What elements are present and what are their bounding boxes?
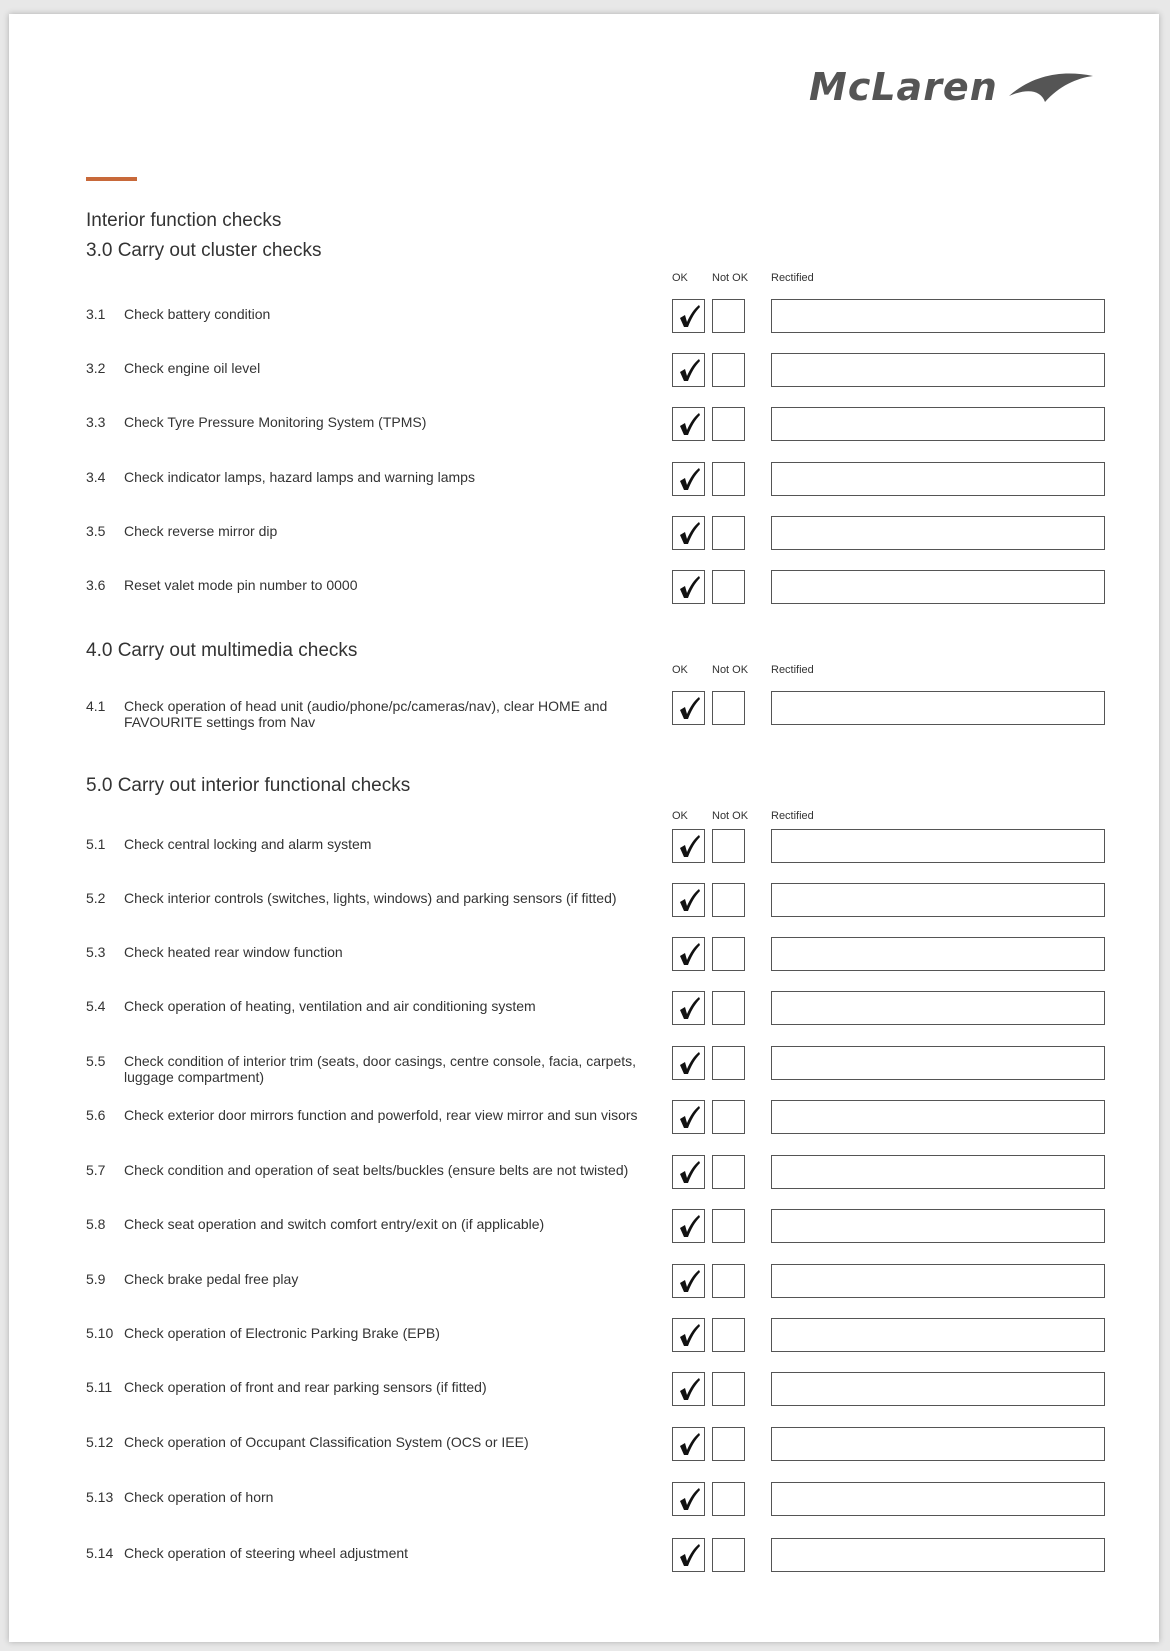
not-ok-checkbox[interactable] bbox=[712, 1155, 745, 1189]
checkmark-icon bbox=[678, 887, 700, 913]
item-label: Check central locking and alarm system bbox=[124, 836, 372, 852]
checkmark-icon bbox=[678, 995, 700, 1021]
item-label: Check seat operation and switch comfort entry/exit on (if applicable) bbox=[124, 1216, 545, 1232]
column-header-rectified: Rectified bbox=[771, 272, 814, 284]
item-number: 4.1 bbox=[86, 698, 106, 714]
item-number: 5.8 bbox=[86, 1216, 106, 1232]
item-label: Check operation of heating, ventilation and air conditioning system bbox=[124, 998, 536, 1014]
checkmark-icon bbox=[678, 1159, 700, 1185]
checkmark-icon bbox=[678, 1213, 700, 1239]
item-label: Check indicator lamps, hazard lamps and warning lamps bbox=[124, 469, 475, 485]
item-label: Check operation of Occupant Classification System (OCS or IEE) bbox=[124, 1434, 529, 1450]
not-ok-checkbox[interactable] bbox=[712, 516, 745, 550]
not-ok-checkbox[interactable] bbox=[712, 829, 745, 863]
not-ok-checkbox[interactable] bbox=[712, 570, 745, 604]
speedmark-icon bbox=[809, 60, 1099, 120]
rectified-field[interactable] bbox=[771, 1155, 1105, 1189]
rectified-field[interactable] bbox=[771, 991, 1105, 1025]
page-title: Interior function checks bbox=[86, 210, 282, 231]
ok-checkbox[interactable] bbox=[672, 829, 705, 863]
checkmark-icon bbox=[678, 357, 700, 383]
ok-checkbox[interactable] bbox=[672, 1155, 705, 1189]
not-ok-checkbox[interactable] bbox=[712, 1372, 745, 1406]
item-number: 5.6 bbox=[86, 1107, 106, 1123]
item-number: 5.14 bbox=[86, 1545, 114, 1561]
item-number: 5.3 bbox=[86, 944, 106, 960]
item-number: 3.2 bbox=[86, 360, 106, 376]
item-number: 5.11 bbox=[86, 1379, 113, 1395]
section-title: 4.0 Carry out multimedia checks bbox=[86, 640, 358, 661]
item-number: 3.4 bbox=[86, 469, 106, 485]
item-label: Check condition of interior trim (seats, door casings, centre console, facia, carpets, luggage compartment) bbox=[124, 1053, 637, 1085]
item-label: Check Tyre Pressure Monitoring System (TPMS) bbox=[124, 414, 427, 430]
checkmark-icon bbox=[678, 833, 700, 859]
not-ok-checkbox[interactable] bbox=[712, 353, 745, 387]
checkmark-icon bbox=[678, 1431, 700, 1457]
item-number: 3.3 bbox=[86, 414, 106, 430]
checkmark-icon bbox=[678, 303, 700, 329]
rectified-field[interactable] bbox=[771, 516, 1105, 550]
ok-checkbox[interactable] bbox=[672, 1318, 705, 1352]
column-header-ok: OK bbox=[672, 810, 688, 822]
rectified-field[interactable] bbox=[771, 1482, 1105, 1516]
checkmark-icon bbox=[678, 1050, 700, 1076]
rectified-field[interactable] bbox=[771, 407, 1105, 441]
item-number: 5.12 bbox=[86, 1434, 114, 1450]
not-ok-checkbox[interactable] bbox=[712, 883, 745, 917]
ok-checkbox[interactable] bbox=[672, 691, 705, 725]
item-number: 5.5 bbox=[86, 1053, 106, 1069]
checkmark-icon bbox=[678, 1268, 700, 1294]
item-label: Check operation of Electronic Parking Brake (EPB) bbox=[124, 1325, 440, 1341]
rectified-field[interactable] bbox=[771, 691, 1105, 725]
checkmark-icon bbox=[678, 411, 700, 437]
ok-checkbox[interactable] bbox=[672, 299, 705, 333]
rectified-field[interactable] bbox=[771, 570, 1105, 604]
ok-checkbox[interactable] bbox=[672, 462, 705, 496]
ok-checkbox[interactable] bbox=[672, 1264, 705, 1298]
not-ok-checkbox[interactable] bbox=[712, 1209, 745, 1243]
checkmark-icon bbox=[678, 466, 700, 492]
ok-checkbox[interactable] bbox=[672, 1482, 705, 1516]
ok-checkbox[interactable] bbox=[672, 1209, 705, 1243]
item-label: Check interior controls (switches, lights, windows) and parking sensors (if fitted) bbox=[124, 890, 617, 906]
not-ok-checkbox[interactable] bbox=[712, 991, 745, 1025]
not-ok-checkbox[interactable] bbox=[712, 691, 745, 725]
not-ok-checkbox[interactable] bbox=[712, 1427, 745, 1461]
ok-checkbox[interactable] bbox=[672, 1538, 705, 1572]
rectified-field[interactable] bbox=[771, 462, 1105, 496]
ok-checkbox[interactable] bbox=[672, 516, 705, 550]
item-label: Check engine oil level bbox=[124, 360, 261, 376]
checkmark-icon bbox=[678, 1376, 700, 1402]
item-label: Check condition and operation of seat belts/buckles (ensure belts are not twisted) bbox=[124, 1162, 629, 1178]
accent-bar bbox=[86, 177, 137, 181]
ok-checkbox[interactable] bbox=[672, 937, 705, 971]
not-ok-checkbox[interactable] bbox=[712, 1482, 745, 1516]
not-ok-checkbox[interactable] bbox=[712, 299, 745, 333]
item-label: Check heated rear window function bbox=[124, 944, 343, 960]
item-number: 5.7 bbox=[86, 1162, 106, 1178]
rectified-field[interactable] bbox=[771, 1538, 1105, 1572]
rectified-field[interactable] bbox=[771, 1046, 1105, 1080]
rectified-field[interactable] bbox=[771, 883, 1105, 917]
rectified-field[interactable] bbox=[771, 299, 1105, 333]
ok-checkbox[interactable] bbox=[672, 991, 705, 1025]
column-header-not-ok: Not OK bbox=[712, 272, 749, 284]
rectified-field[interactable] bbox=[771, 1427, 1105, 1461]
item-label: Reset valet mode pin number to 0000 bbox=[124, 577, 358, 593]
rectified-field[interactable] bbox=[771, 353, 1105, 387]
rectified-field[interactable] bbox=[771, 1318, 1105, 1352]
item-number: 5.13 bbox=[86, 1489, 114, 1505]
item-number: 5.2 bbox=[86, 890, 106, 906]
column-header-rectified: Rectified bbox=[771, 664, 814, 676]
not-ok-checkbox[interactable] bbox=[712, 1318, 745, 1352]
item-number: 5.1 bbox=[86, 836, 106, 852]
checkmark-icon bbox=[678, 520, 700, 546]
item-label: Check operation of front and rear parking sensors (if fitted) bbox=[124, 1379, 487, 1395]
column-header-not-ok: Not OK bbox=[712, 664, 749, 676]
column-header-rectified: Rectified bbox=[771, 810, 814, 822]
checkmark-icon bbox=[678, 574, 700, 600]
not-ok-checkbox[interactable] bbox=[712, 1100, 745, 1134]
ok-checkbox[interactable] bbox=[672, 1100, 705, 1134]
section-title: 3.0 Carry out cluster checks bbox=[86, 240, 322, 261]
column-header-ok: OK bbox=[672, 664, 688, 676]
item-label: Check battery condition bbox=[124, 306, 271, 322]
column-header-ok: OK bbox=[672, 272, 688, 284]
ok-checkbox[interactable] bbox=[672, 1372, 705, 1406]
not-ok-checkbox[interactable] bbox=[712, 1538, 745, 1572]
item-label: Check exterior door mirrors function and powerfold, rear view mirror and sun visors bbox=[124, 1107, 638, 1123]
rectified-field[interactable] bbox=[771, 1372, 1105, 1406]
item-number: 3.5 bbox=[86, 523, 106, 539]
item-number: 3.1 bbox=[86, 306, 106, 322]
checkmark-icon bbox=[678, 1486, 700, 1512]
not-ok-checkbox[interactable] bbox=[712, 937, 745, 971]
item-label: Check operation of horn bbox=[124, 1489, 274, 1505]
logo-wordmark: McLaren bbox=[809, 65, 998, 109]
checkmark-icon bbox=[678, 941, 700, 967]
column-header-not-ok: Not OK bbox=[712, 810, 749, 822]
item-label: Check reverse mirror dip bbox=[124, 523, 278, 539]
rectified-field[interactable] bbox=[771, 937, 1105, 971]
item-number: 5.9 bbox=[86, 1271, 106, 1287]
item-number: 5.4 bbox=[86, 998, 106, 1014]
checkmark-icon bbox=[678, 1104, 700, 1130]
checkmark-icon bbox=[678, 695, 700, 721]
item-number: 5.10 bbox=[86, 1325, 114, 1341]
not-ok-checkbox[interactable] bbox=[712, 1264, 745, 1298]
not-ok-checkbox[interactable] bbox=[712, 462, 745, 496]
item-label: Check operation of steering wheel adjustment bbox=[124, 1545, 409, 1561]
not-ok-checkbox[interactable] bbox=[712, 407, 745, 441]
not-ok-checkbox[interactable] bbox=[712, 1046, 745, 1080]
section-title: 5.0 Carry out interior functional checks bbox=[86, 775, 411, 796]
rectified-field[interactable] bbox=[771, 1100, 1105, 1134]
ok-checkbox[interactable] bbox=[672, 353, 705, 387]
rectified-field[interactable] bbox=[771, 1209, 1105, 1243]
ok-checkbox[interactable] bbox=[672, 1046, 705, 1080]
checklist-page bbox=[9, 14, 1159, 1642]
mclaren-logo bbox=[809, 60, 1099, 120]
ok-checkbox[interactable] bbox=[672, 407, 705, 441]
checkmark-icon bbox=[678, 1322, 700, 1348]
item-label: Check operation of head unit (audio/phone/pc/cameras/nav), clear HOME and FAVOURITE settings from Nav bbox=[124, 698, 608, 730]
rectified-field[interactable] bbox=[771, 829, 1105, 863]
item-number: 3.6 bbox=[86, 577, 106, 593]
checkmark-icon bbox=[678, 1542, 700, 1568]
ok-checkbox[interactable] bbox=[672, 570, 705, 604]
ok-checkbox[interactable] bbox=[672, 883, 705, 917]
rectified-field[interactable] bbox=[771, 1264, 1105, 1298]
item-label: Check brake pedal free play bbox=[124, 1271, 299, 1287]
ok-checkbox[interactable] bbox=[672, 1427, 705, 1461]
